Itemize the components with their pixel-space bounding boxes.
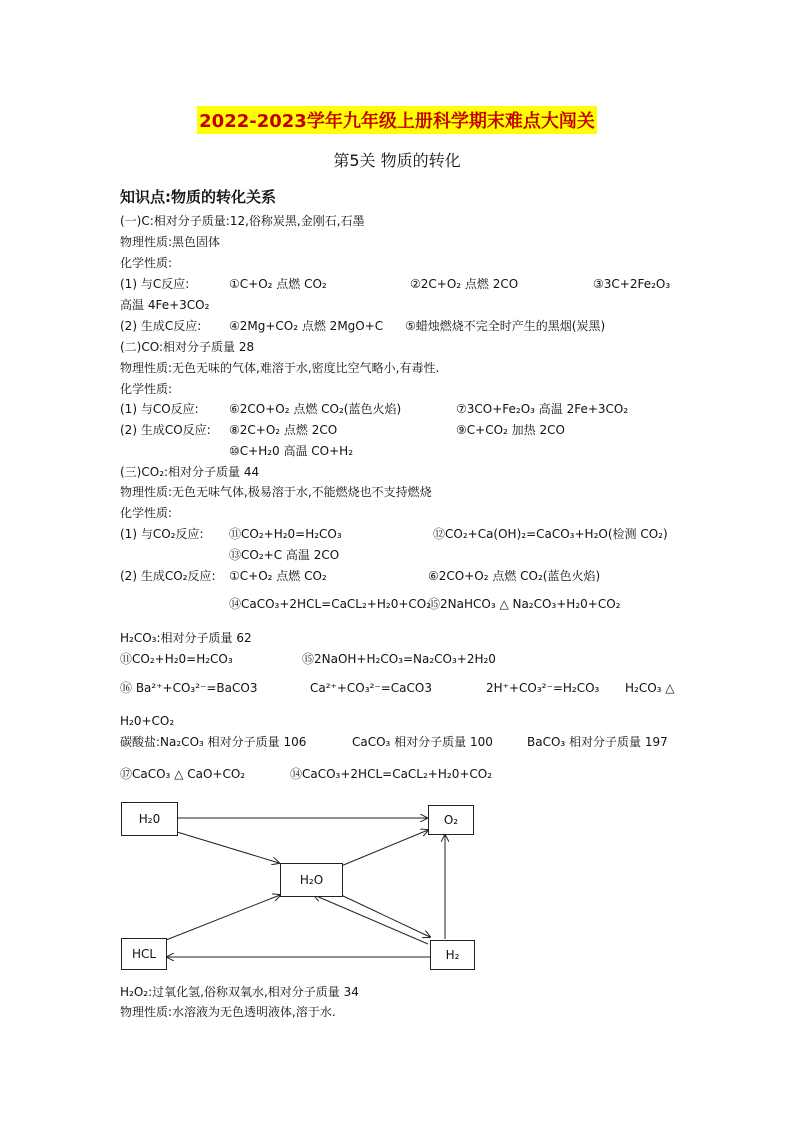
carbon-chemical: 化学性质:	[120, 256, 173, 270]
page-title: 2022-2023学年九年级上册科学期末难点大闯关	[197, 106, 597, 134]
section-heading: 知识点:物质的转化关系	[120, 188, 276, 206]
co-r2-label: (2) 生成CO反应:	[120, 423, 211, 437]
carbon-r1c-cont: 高温 4Fe+3CO₂	[120, 298, 210, 312]
arrow-hcl-h2o	[166, 895, 280, 940]
co-chemical: 化学性质:	[120, 382, 173, 396]
co2-r1b: ⑫CO₂+Ca(OH)₂=CaCO₃+H₂O(检测 CO₂)	[433, 527, 668, 541]
h2co3-r2b: Ca²⁺+CO₃²⁻=CaCO3	[310, 681, 432, 695]
arrow-h2-h2o	[314, 895, 428, 944]
carbon-r2-label: (2) 生成C反应:	[120, 319, 202, 333]
page-subtitle: 第5关 物质的转化	[333, 151, 461, 170]
co-r1a: ⑥2CO+O₂ 点燃 CO₂(蓝色火焰)	[229, 402, 402, 416]
co2-r1-label: (1) 与CO₂反应:	[120, 527, 204, 541]
h2co3-r1b: ⑮2NaOH+H₂CO₃=Na₂CO₃+2H₂0	[302, 652, 496, 666]
carbon-r1a: ①C+O₂ 点燃 CO₂	[229, 277, 327, 291]
co-r2a: ⑧2C+O₂ 点燃 2CO	[229, 423, 338, 437]
carbonate-r1a: ⑰CaCO₃ △ CaO+CO₂	[120, 767, 246, 781]
node-h2: H₂	[430, 940, 475, 970]
carbonate-r1b: ⑭CaCO₃+2HCL=CaCL₂+H₂0+CO₂	[290, 767, 493, 781]
co2-r1c: ⑬CO₂+C 高温 2CO	[229, 548, 340, 562]
arrow-h2o-h2o	[177, 832, 279, 863]
node-o2: O₂	[428, 805, 474, 835]
co-r1-label: (1) 与CO反应:	[120, 402, 199, 416]
carbonate-caco3: CaCO₃ 相对分子质量 100	[352, 735, 493, 749]
carbon-r2a: ④2Mg+CO₂ 点燃 2MgO+C	[229, 319, 384, 333]
h2co3-r2d-cont: H₂0+CO₂	[120, 714, 175, 728]
co2-r2b: ⑥2CO+O₂ 点燃 CO₂(蓝色火焰)	[428, 569, 601, 583]
carbon-r2b: ⑤蜡烛燃烧不完全时产生的黑烟(炭黑)	[405, 319, 606, 333]
carbon-heading: (一)C:相对分子质量:12,俗称炭黑,金刚石,石墨	[120, 214, 365, 228]
co-physical: 物理性质:无色无味的气体,难溶于水,密度比空气略小,有毒性.	[120, 361, 440, 375]
co2-r2d: ⑮2NaHCO₃ △ Na₂CO₃+H₂0+CO₂	[428, 597, 621, 611]
co-r2c: ⑩C+H₂0 高温 CO+H₂	[229, 444, 354, 458]
arrow-h2o-o2-mid	[341, 830, 428, 866]
h2co3-r2c: 2H⁺+CO₃²⁻=H₂CO₃	[486, 681, 600, 695]
co2-r2-label: (2) 生成CO₂反应:	[120, 569, 216, 583]
h2co3-r2a: ⑯ Ba²⁺+CO₃²⁻=BaCO3	[120, 681, 258, 695]
co2-heading: (三)CO₂:相对分子质量 44	[120, 465, 260, 479]
co2-chemical: 化学性质:	[120, 506, 173, 520]
node-h2o-mid: H₂O	[280, 863, 343, 897]
arrow-h2o-h2	[341, 895, 430, 937]
co2-r2a: ①C+O₂ 点燃 CO₂	[229, 569, 327, 583]
h2co3-r1a: ⑪CO₂+H₂0=H₂CO₃	[120, 652, 233, 666]
carbonate-baco3: BaCO₃ 相对分子质量 197	[527, 735, 668, 749]
carbonate-na2co3: 碳酸盐:Na₂CO₃ 相对分子质量 106	[120, 735, 307, 749]
co2-r1a: ⑪CO₂+H₂0=H₂CO₃	[229, 527, 342, 541]
h2o2-physical: 物理性质:水溶液为无色透明液体,溶于水.	[120, 1005, 336, 1019]
carbon-r1b: ②2C+O₂ 点燃 2CO	[410, 277, 519, 291]
co-r1b: ⑦3CO+Fe₂O₃ 高温 2Fe+3CO₂	[456, 402, 629, 416]
h2co3-heading: H₂CO₃:相对分子质量 62	[120, 631, 252, 645]
h2co3-r2d: H₂CO₃ △	[625, 681, 675, 695]
carbon-r1-label: (1) 与C反应:	[120, 277, 190, 291]
carbon-physical: 物理性质:黑色固体	[120, 235, 221, 249]
co2-r2c: ⑭CaCO₃+2HCL=CaCL₂+H₂0+CO₂	[229, 597, 432, 611]
co-r2b: ⑨C+CO₂ 加热 2CO	[456, 423, 565, 437]
co-heading: (二)CO:相对分子质量 28	[120, 340, 255, 354]
co2-physical: 物理性质:无色无味气体,极易溶于水,不能燃烧也不支持燃烧	[120, 485, 432, 499]
node-hcl: HCL	[121, 938, 167, 970]
node-h2o-top: H₂0	[121, 802, 178, 836]
carbon-r1c: ③3C+2Fe₂O₃	[593, 277, 671, 291]
h2o2-heading: H₂O₂:过氧化氢,俗称双氧水,相对分子质量 34	[120, 985, 359, 999]
